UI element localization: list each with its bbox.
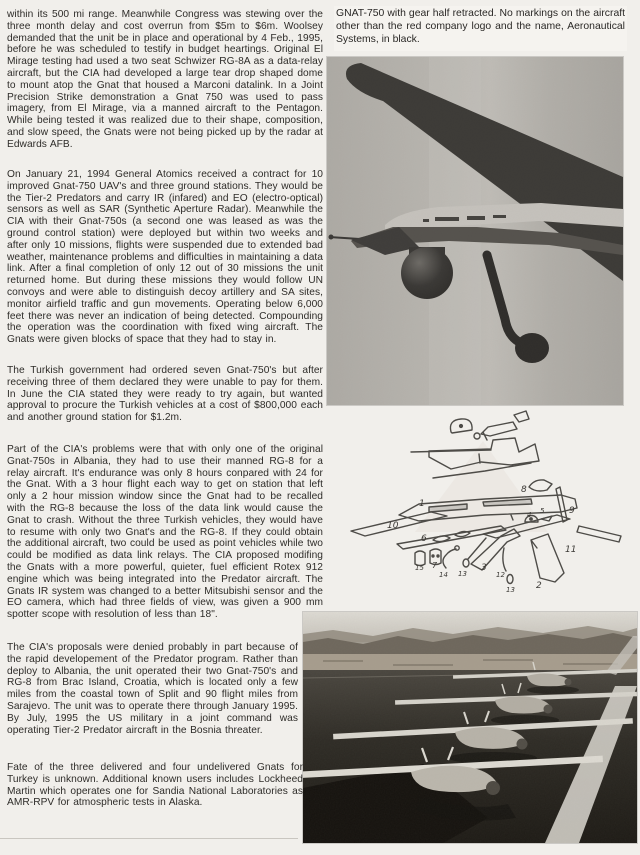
sketch-part12 — [503, 548, 506, 571]
paragraph-1: within its 500 mi range. Meanwhile Congress was stewing over the three month delay and cost overrun from $5m to $6m. Woolsey demanded that the unit be in place and operational by 4 Feb., 1995, before he was scheduled to testify in budget heartings. Original El Mirage testing had used a two seat Schwizer RG-8A as a data-relay aircraft, but the CIA had developed a large tear drop shaped dome to mount atop the Gnat that housed a Marconi datalink. In a Joint Precision Strike demonstration a Gnat 750 was used to pass imagery, from El Mirage, via a manned aircraft to the Pentagon. While being tested it was realized due to their shape, composition, and slow speed, the Gnats were not being picked up by the radar at Edwards AFB. — [7, 9, 323, 150]
sketch-part13 — [468, 538, 486, 559]
diagram-part-label: 6 — [421, 534, 427, 544]
diagram-part-label: 13 — [458, 570, 467, 578]
diagram-part-label: 8 — [521, 485, 527, 495]
parts-sketch — [333, 407, 623, 610]
diagram-part-label: 12 — [496, 571, 505, 579]
paragraph-5: The CIA's proposals were denied probably in part because of the rapid developement of the Predator program. Rather than deploy to Albania, the unit operated their two Gnat-750's and RG-8 from Brac Island, Croatia, which is located only a few miles from the coastal town of Split and 90 flight miles from Sarajevo. The unit was to operate there through January 1995. By July, 1995 the US military in a joint command was operating Tier-2 Predator aircraft in the Bosnia threater. — [7, 642, 298, 736]
diagram-part-label: 4 — [527, 511, 532, 519]
sketch-part9 — [556, 487, 567, 522]
photo-gnats-on-runway — [303, 612, 637, 843]
diagram-part-label: 7 — [432, 561, 438, 570]
sketch-part14-ball — [455, 546, 459, 550]
sketch-wedge — [514, 411, 529, 422]
photo-caption: GNAT-750 with gear half retracted. No markings on the aircraft other than the red company logo and the name, Aeronautical Systems, in black. — [334, 6, 627, 51]
diagram-part-label: 10 — [387, 521, 399, 531]
diagram-part-label: 2 — [536, 581, 542, 591]
sketch-part12-ring — [507, 575, 513, 584]
gnats-runway-image — [303, 612, 637, 843]
photo-gnat750-inflight — [327, 57, 623, 405]
sketch-part13-ring — [463, 559, 469, 567]
diagram-part-label: 1 — [419, 499, 425, 509]
diagram-part-label: 14 — [439, 571, 448, 579]
sketch-wing-right — [577, 526, 621, 542]
paragraph-3: The Turkish government had ordered seven Gnat-750's but after receiving three of them declared they were unable to pay for them. In June the CIA stated they were ready to try again, but wanted approval to procure the Turkish vehicles at a cost of $800,000 each and another ground station for $1.2m. — [7, 365, 323, 424]
diagram-part-label: 13 — [506, 586, 515, 594]
diagram-part-label: 5 — [540, 507, 545, 515]
sketch-part8 — [529, 480, 552, 491]
sketch-part14 — [443, 549, 456, 568]
paragraph-2: On January 21, 1994 General Atomics received a contract for 10 improved Gnat-750 UAV's and three ground stations. They would be the Tier-2 Predators and carry IR (infared) and EO (electro-optical) sensors as well as SAR (Synthetic Aperture Radar). Meanwhile the CIA with their Gnat-750s (a second one was leased as was the ground control station) were deployed but within two weeks and after only 10 missions, flights were suspended due to extended bad weather, maintenance problems and difficulties in maintaining a data link. After a final completion of only 12 out of 30 missions the unit returned home. But during these missions they would follow UN convoys and were able to distinguish decoy artillery and SA sites, monitor airfield traffic and gun movements. Operating below 6,000 feet there was never an indication of being detected. Compounding the operation was the coordination with fixed wing aircraft. The Gnats were given blocks of space that they had to stay in. — [7, 169, 323, 346]
diagram-part-label: 15 — [415, 564, 424, 572]
diagram-part-label: 3 — [481, 563, 487, 573]
sketch-ring — [474, 433, 480, 439]
sketch-part5 — [541, 516, 552, 521]
paragraph-6: Fate of the three delivered and four undelivered Gnats for Turkey is unknown. Additional known users includes Lockheed Martin which operates one for Sandia National Laboratories as AMR-RPV for atmospheric tests in Alaska. — [7, 762, 303, 809]
sketch-nose-cone — [481, 422, 517, 440]
diagram-part-label: 9 — [569, 506, 575, 516]
scan-artifact-line — [0, 838, 298, 839]
gnat750-inflight-image — [327, 57, 623, 405]
sketch-part2 — [531, 534, 564, 582]
sketch-dome-dot — [460, 425, 463, 428]
diagram-part-label: 11 — [565, 545, 577, 555]
exploded-parts-diagram — [333, 407, 623, 610]
paragraph-4: Part of the CIA's problems were that with only one of the original Gnat-750s in Albania, they had to use their manned RG-8 for a relay aircraft. It's endurance was only 8 hours conpared with 24 for the Gnat. With a 3 hour flight each way to get on station that left only a 2 hour mission window since the Gnat had to be recalled with the RG-8 because the loss of the data link would cause the Gnat to crash. Without the three Turkish vehicles, they would have to resume with only two Gnat's and the RG-8. If they could obtain the additional aircraft, two could be used as point vehicles while two could be modified as data link relays. The CIA proposed modifing the Gnats with a more powerful, quieter, fuel efficient Rotex 912 engine which was being integrated into the Predator aircraft. The Gnats IR system was changed to a better Mitsubishi sensor and the EO camera, which had three fields of view, was given a 900 mm spotter scope with resolution of less than 18". — [7, 444, 323, 621]
